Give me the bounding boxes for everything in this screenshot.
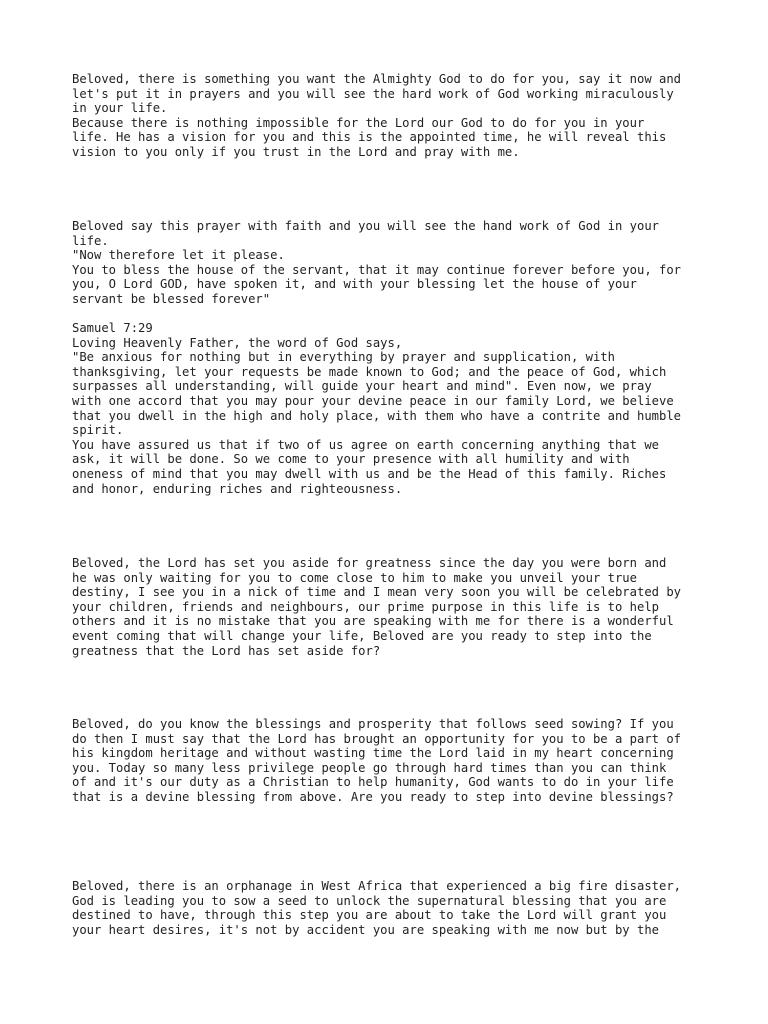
paragraph-prayer: Beloved say this prayer with faith and you will see the hand work of God in your life. "Now therefore let it please. You to bless the house of the servant, that it may continue forever before you, for you, O Lord GOD, have spoken it, and with your blessing let the house of your servant be blessed forever" bbox=[72, 219, 682, 306]
paragraph-greatness: Beloved, the Lord has set you aside for greatness since the day you were born and he was only waiting for you to come close to him to make you unveil your true destiny, I see you in a nick of time and I mean very soon you will be celebrated by your children, friends and neighbours, our prime purpose in this life is to help others and it is no mistake that you are speaking with me for there is a wonderful event coming that will change your life, Beloved are you ready to step into the greatness that the Lord has set aside for? bbox=[72, 556, 682, 658]
paragraph-seed-sowing: Beloved, do you know the blessings and prosperity that follows seed sowing? If you do then I must say that the Lord has brought an opportunity for you to be a part of his kingdom heritage and without wasting time the Lord laid in my heart concerning you. Today so many less privilege people go through hard times than you can think of and it's our duty as a Christian to help humanity, God wants to do in your life that is a devine blessing from above. Are you ready to step into devine blessings? bbox=[72, 717, 682, 804]
paragraph-scripture: Samuel 7:29 Loving Heavenly Father, the word of God says, "Be anxious for nothing but in everything by prayer and supplication, with thanksgiving, let your requests be made known to God; and the peace of God, which surpasses all understanding, will guide your heart and mind". Even now, we pray with one accord that you may pour your devine peace in our family Lord, we believe that you dwell in the high and holy place, with them who have a contrite and humble spirit. You have assured us that if two of us agree on earth concerning anything that we ask, it will be done. So we come to your presence with all humility and with oneness of mind that you may dwell with us and be the Head of this family. Riches and honor, enduring riches and righteousness. bbox=[72, 321, 682, 496]
paragraph-intro: Beloved, there is something you want the Almighty God to do for you, say it now and let's put it in prayers and you will see the hard work of God working miraculously in your life. Because there is nothing impossible for the Lord our God to do for you in your life. He has a vision for you and this is the appointed time, he will reveal this vision to you only if you trust in the Lord and pray with me. bbox=[72, 72, 682, 159]
paragraph-orphanage: Beloved, there is an orphanage in West Africa that experienced a big fire disaster, God is leading you to sow a seed to unlock the supernatural blessing that you are destined to have, through this step you are about to take the Lord will grant you your heart desires, it's not by accident you are speaking with me now but by the bbox=[72, 879, 682, 937]
